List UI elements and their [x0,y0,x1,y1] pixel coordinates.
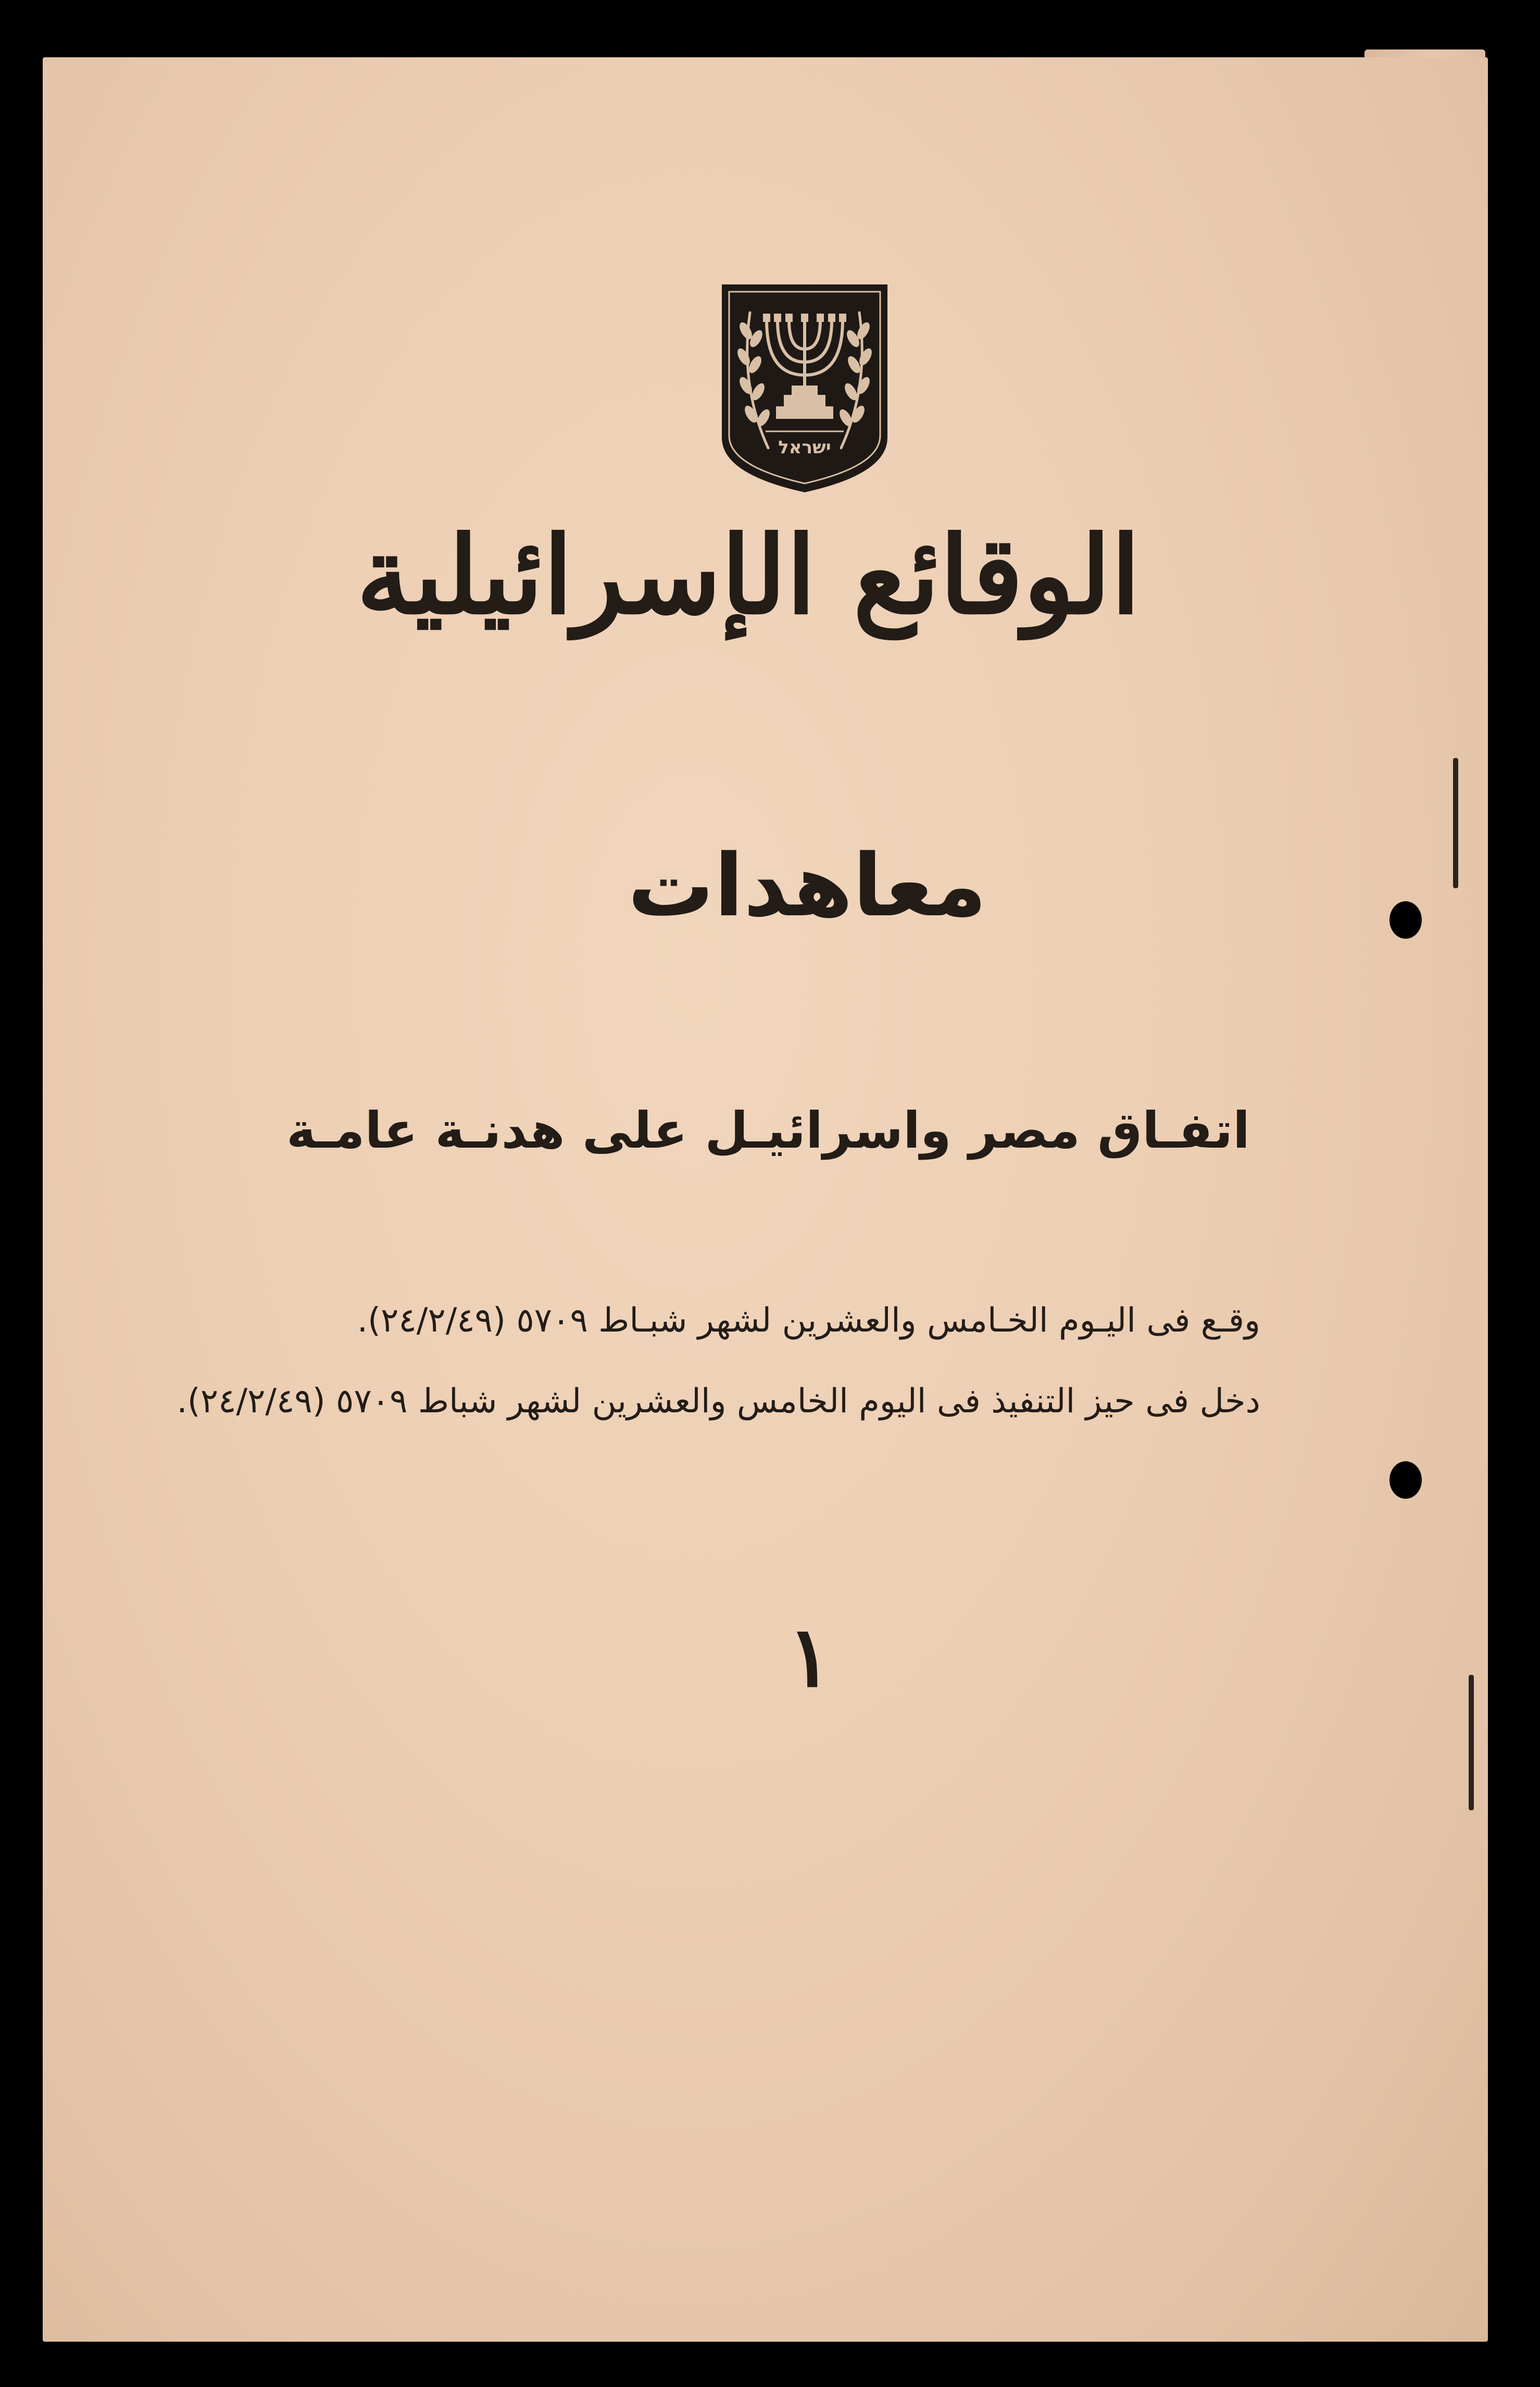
binding-tear [1469,1675,1474,1810]
punch-hole [1389,901,1422,939]
section-title: معاهدات [628,836,987,936]
gazette-masthead: الوقائع الإسرائيلية [356,513,1141,638]
signed-date-line: وقـع فى اليـوم الخـامس والعشرين لشهر شبـاط ٥٧٠٩ (٢٤/٢/٤٩). [357,1301,1260,1340]
punch-hole [1389,1461,1422,1499]
emblem-inscription: ישראל [778,437,831,458]
entry-into-force-line: دخل فى حيز التنفيذ فى اليوم الخامس والعشرين لشهر شباط ٥٧٠٩ (٢٤/٢/٤٩). [177,1382,1260,1421]
issue-number: ١ [787,1608,832,1706]
state-of-israel-emblem-icon [719,281,891,495]
agreement-title: اتفـاق مصر واسرائيـل على هدنـة عامـة [286,1101,1250,1160]
binding-tear [1453,758,1458,888]
